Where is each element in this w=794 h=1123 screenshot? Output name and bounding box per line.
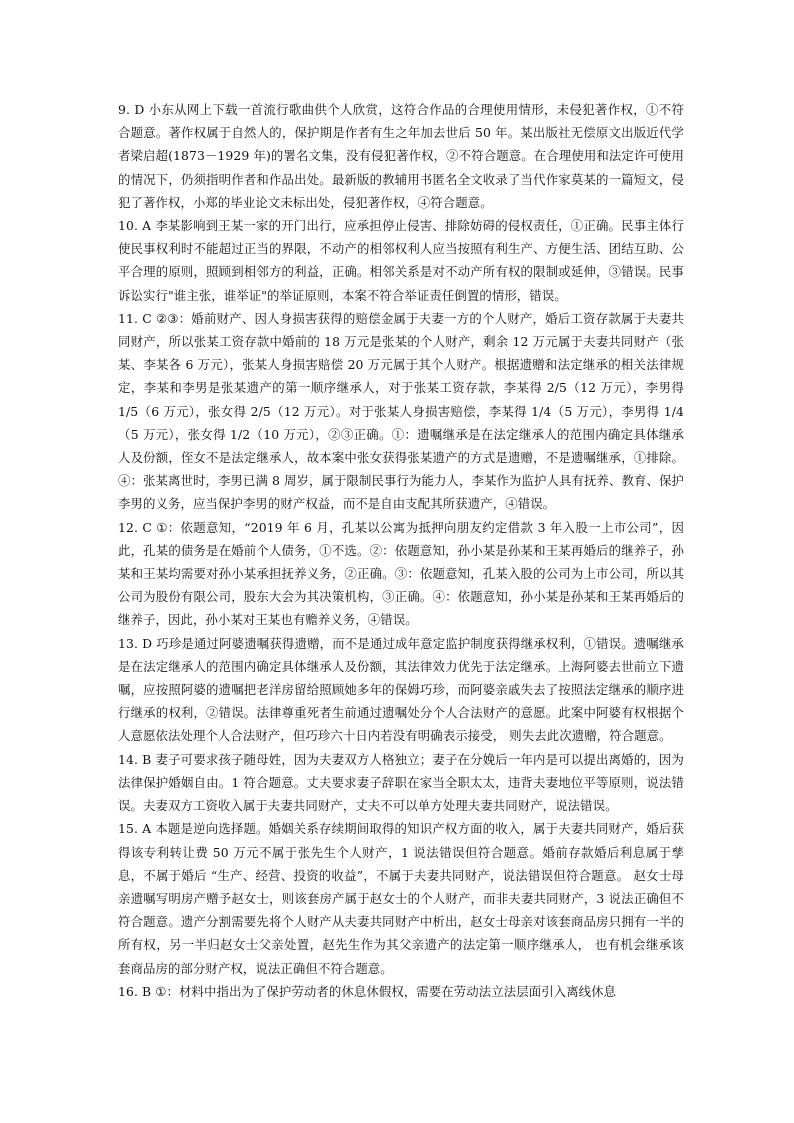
answer-12: 12. C ①：依题意知，“2019 年 6 月，孔某以公寓为抵押向朋友约定借款 3 年入股一上市公司”，因此，孔某的债务是在婚前个人债务，①不选。②：依题意知，孙小某是孙某和王某再婚后的继养子，孙某和王某均需要对孙小某承担抚养义务，②正确。③：依题意知，孔某入股的公司为上市公司，所以其公司为股份有限公司，股东大会为其决策机构，③正确。④：依题意知，孙小某是孙某和王某再婚后的继养子，因此，孙小某对王某也有赡养义务，④错误。 <box>118 519 684 628</box>
answer-15: 15. A 本题是逆向选择题。婚姻关系存续期间取得的知识产权方面的收入，属于夫妻共同财产，婚后获得该专利转让费 50 万元不属于张先生个人财产，1 说法错误但符合题意。婚前存款婚后利息属于孳息，不属于婚后 “生产、经营、投资的收益”，不属于夫妻共同财产，说法错误但符合题意。 赵女士母亲遗嘱写明房产赠予赵女士，则该套房产属于赵女士的个人财产，而非夫妻共同财产，3 说法正确但不符合题意。遗产分割需要先将个人财产从夫妻共同财产中析出，赵女士母亲对该套商品房只拥有一半的所有权，另一半归赵女士父亲处置，赵先生作为其父亲遗产的法定第一顺序继承人， 也有机会继承该套商品房的部分财产权，说法正确但不符合题意。 <box>118 821 684 976</box>
answer-10: 10. A 李某影响到王某一家的开门出行，应承担停止侵害、排除妨碍的侵权责任，①正确。民事主体行使民事权利时不能超过正当的界限，不动产的相邻权利人应当按照有利生产、方便生活、团结互助、公平合理的原则，照顾到相邻方的利益，正确。相邻关系是对不动产所有权的限制或延伸，③错误。民事诉讼实行"谁主张，谁举证"的举证原则，本案不符合举证责任倒置的情形，错误。 <box>118 218 684 303</box>
answer-13: 13. D 巧珍是通过阿婆遗嘱获得遗赠，而不是通过成年意定监护制度获得继承权利，①错误。遗嘱继承是在法定继承人的范围内确定具体继承人及份额，其法律效力优先于法定继承。上海阿婆去世前立下遗嘱，应按照阿婆的遗嘱把老洋房留给照顾她多年的保姆巧珍，而阿婆亲戚失去了按照法定继承的顺序进行继承的权利，②错误。法律尊重死者生前通过遗嘱处分个人合法财产的意愿。此案中阿婆有权根据个人意愿依法处理个人合法财产，但巧珍六十日内若没有明确表示接受， 则失去此次遗赠，符合题意。 <box>118 635 684 744</box>
answer-16: 16. B ①：材料中指出为了保护劳动者的休息休假权，需要在劳动法立法层面引入离线休息 <box>118 983 617 999</box>
answer-14: 14. B 妻子可要求孩子随母姓，因为夫妻双方人格独立；妻子在分娩后一年内是可以提出离婚的，因为法律保护婚姻自由。1 符合题意。丈夫要求妻子辞职在家当全职太太，违背夫妻地位平等原则，说法错误。夫妻双方工资收入属于夫妻共同财产，丈夫不可以单方处理夫妻共同财产，说法错误。 <box>118 751 684 814</box>
answer-11: 11. C ②③：婚前财产、因人身损害获得的赔偿金属于夫妻一方的个人财产，婚后工资存款属于夫妻共同财产，所以张某工资存款中婚前的 18 万元是张某的个人财产，剩余 12 万元属于夫妻共同财产（张某、李某各 6 万元），张某人身损害赔偿 20 万元属于其个人财产。根据遗赠和法定继承的相关法律规定，李某和李男是张某遗产的第一顺序继承人，对于张某工资存款，李某得 2/5（12 万元），李男得 1/5（6 万元），张女得 2/5（12 万元）。对于张某人身损害赔偿，李某得 1/4（5 万元），李男得 1/4（5 万元），张女得 1/2（10 万元），②③正确。①：遗嘱继承是在法定继承人的范围内确定具体继承人及份额，侄女不是法定继承人，故本案中张女获得张某遗产的方式是遗赠，不是遗嘱继承，①排除。④：张某离世时，李男已满 8 周岁，属于限制民事行为能力人，李某作为监护人具有抚养、教育、保护李男的义务，应当保护李男的财产权益，而不是自由支配其所获遗产，④错误。 <box>118 310 684 512</box>
answer-9: 9. D 小东从网上下载一首流行歌曲供个人欣赏，这符合作品的合理使用情形，未侵犯著作权，①不符合题意。著作权属于自然人的，保护期是作者有生之年加去世后 50 年。某出版社无偿原文出版近代学者梁启超(1873－1929 年)的署名文集，没有侵犯著作权，②不符合题意。在合理使用和法定许可使用的情况下，仍须指明作者和作品出处。最新版的教辅用书匿名全文收录了当代作家莫某的一篇短文，侵犯了著作权，小郑的毕业论文未标出处，侵犯著作权，④符合题意。 <box>118 102 684 210</box>
answer-page <box>118 98 684 1003</box>
